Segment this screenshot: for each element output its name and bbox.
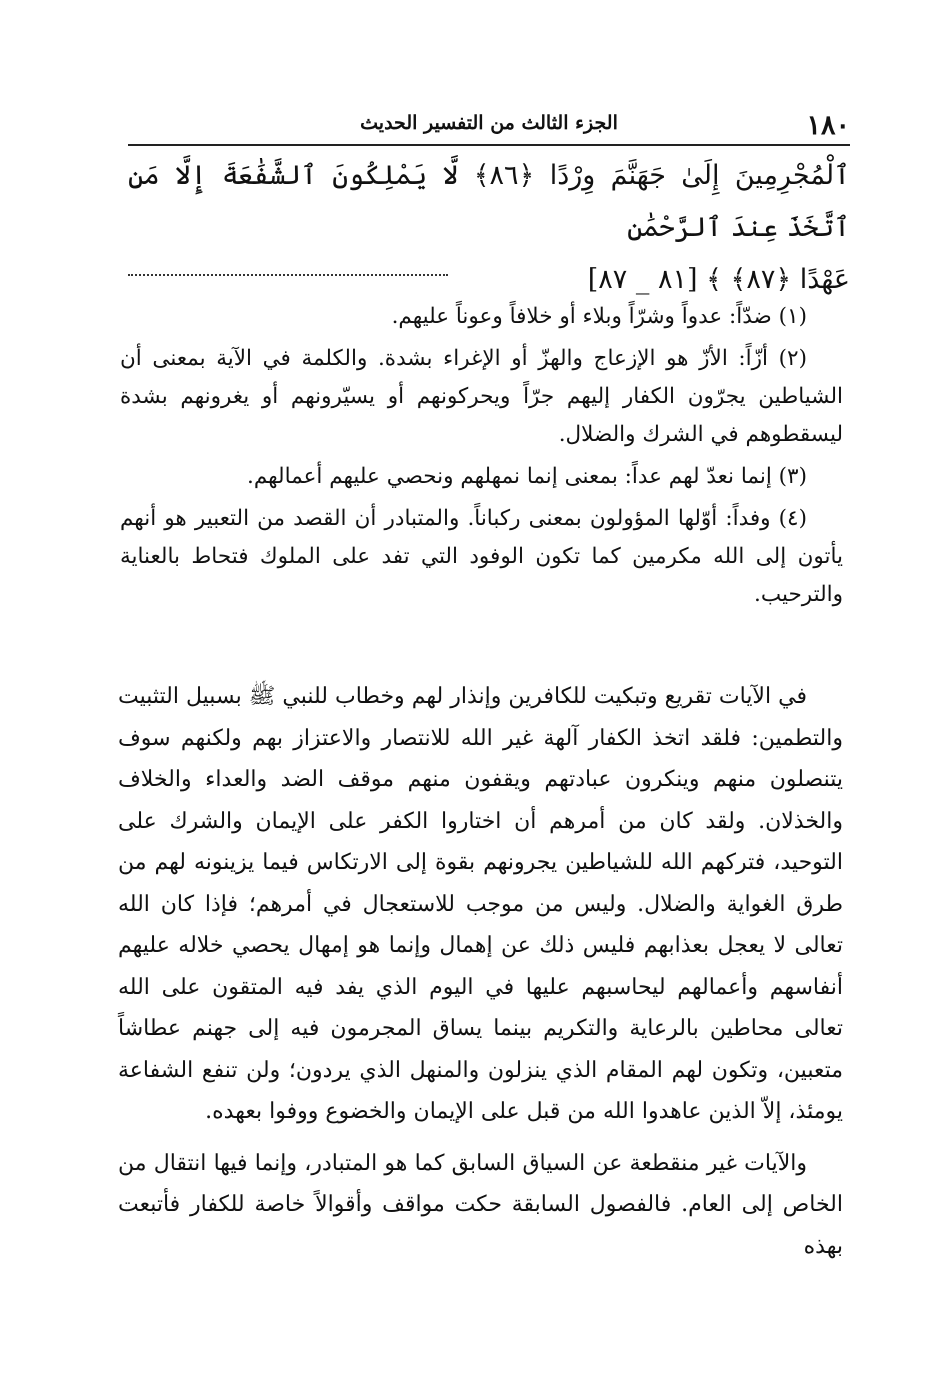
footnote-separator: [128, 266, 448, 276]
page-header: [128, 104, 850, 146]
footnote: (٢) أزّاً: الأزّ هو الإزعاج والهزّ أو الإغراء بشدة. والكلمة في الآية بمعنى أن الشياطين يجرّون الكفار إليهم جرّاً ويحركونهم أو يسيّرونهم أو يغرونهم بشدة ليسقطوهم في الشرك والضلال.: [120, 346, 843, 447]
footnote: (٤) وفداً: أوّلها المؤولون بمعنى ركباناً. والمتبادر أن القصد من التعبير هو أنهم يأتون إلى الله مكرمين كما تكون الوفود التي تفد على الملوك فتحاط بالعناية والترحيب.: [120, 506, 843, 607]
quran-verse-line: ٱلْمُجْرِمِينَ إِلَىٰ جَهَنَّمَ وِرْدًا ﴿٨٦﴾ لَّا يَمْلِكُونَ ٱلشَّفَٰعَةَ إِلَّا مَنِ ٱتَّخَذَ عِندَ ٱلرَّحْمَٰنِ: [128, 160, 850, 243]
quran-verse-line: عَهْدًا ﴿٨٧﴾ ﴾ [٨١ _ ٨٧]: [587, 264, 850, 295]
running-title: الجزء الثالث من التفسير الحديث: [360, 112, 618, 134]
footnote: (١) ضدّاً: عدواً وشرّاً وبلاء أو خلافاً وعوناً عليهم.: [391, 304, 807, 329]
page-number: ١٨٠: [806, 110, 850, 141]
footnote: (٣) إنما نعدّ لهم عداً: بمعنى إنما نمهلهم ونحصي عليهم أعمالهم.: [246, 464, 807, 489]
commentary-text: [118, 676, 843, 1277]
paragraph: في الآيات تقريع وتبكيت للكافرين وإنذار لهم وخطاب للنبي ﷺ بسبيل التثبيت والتطمين: فلقد اتخذ الكفار آلهة غير الله للانتصار والاعتزاز بهم ولكنهم سوف يتنصلون منهم وينكرون عبادتهم ويقفون منهم موقف الضد والعداء والخلاف والخذلان. ولقد كان من أمرهم أن اختاروا الكفر على الإيمان والشرك على التوحيد، فتركهم الله للشياطين يجرونهم بقوة إلى الارتكاس فيما يزينونه لهم من طرق الغواية والضلال. وليس من موجب للاستعجال في أمرهم؛ فإذا كان الله تعالى لا يعجل بعذابهم فليس ذلك عن إهمال وإنما هو إمهال يحصي خلاله عليهم أنفاسهم وأعمالهم ليحاسبهم عليها في اليوم الذي يفد فيه المتقون على الله تعالى محاطين بالرعاية والتكريم بينما يساق المجرمون فيه إلى جهنم عطاشاً متعبين، وتكون لهم المقام الذي ينزلون والمنهل الذي يردون؛ ولن تنفع الشفاعة يومئذ، إلاّ الذين عاهدوا الله من قبل على الإيمان والخضوع ووفوا بعهده.: [118, 684, 843, 1124]
footnotes: [120, 298, 843, 618]
paragraph: والآيات غير منقطعة عن السياق السابق كما هو المتبادر، وإنما فيها انتقال من الخاص إلى العام. فالفصول السابقة حكت مواقف وأقوالاً خاصة للكفار فأتبعت بهذه: [118, 1150, 843, 1259]
quran-verse-block: [128, 150, 850, 306]
